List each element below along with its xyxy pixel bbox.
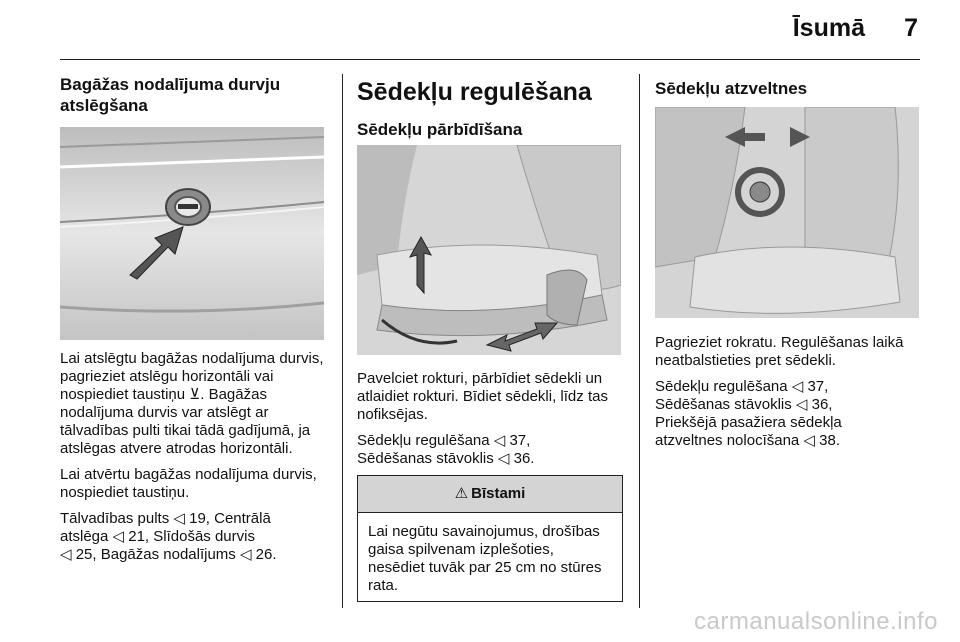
seat-slide-references — [357, 432, 625, 468]
trunk-ref-line-2[interactable]: atslēga ◁ 21, Slīdošās durvis — [60, 528, 255, 545]
column-divider-2 — [639, 74, 640, 608]
seat-slide-subheading: Sēdekļu pārbīdīšana — [357, 120, 523, 139]
warning-header — [358, 476, 622, 513]
trunk-lock-illustration — [60, 127, 324, 340]
seatback-ref-line-4[interactable]: atzveltnes nolocīšana ◁ 38. — [655, 432, 840, 449]
seatback-references — [655, 378, 923, 450]
seatback-ref-line-3[interactable]: Priekšējā pasažiera sēdekļa — [655, 414, 842, 431]
warning-triangle-icon: ⚠ — [454, 485, 469, 502]
seatback-ref-line-2[interactable]: Sēdēšanas stāvoklis ◁ 36, — [655, 396, 833, 413]
column-seatback — [655, 74, 923, 99]
column-divider-1 — [342, 74, 343, 608]
column-seat-adjust — [357, 77, 625, 140]
seatback-ref-line-1[interactable]: Sēdekļu regulēšana ◁ 37, — [655, 378, 829, 395]
seat-adjust-title: Sēdekļu regulēšana — [357, 78, 592, 106]
page-number: 7 — [904, 14, 918, 42]
header-title: Īsumā — [792, 14, 865, 42]
warning-title: Bīstami — [471, 485, 526, 502]
seatback-paragraph: Pagrieziet rokratu. Regulēšanas laikā neatbalstieties pret sēdekli. — [655, 334, 904, 369]
trunk-paragraph-1: Lai atslēgtu bagāžas nodalījuma durvis, pagrieziet atslēgu horizontāli vai nospiediet taustiņu ⊻. Bagāžas nodalījuma durvis var atslēgt ar tālvadības pulti tikai tādā gadījumā, ja atslēgas atvere atrodas horizontāli. — [60, 350, 324, 457]
seatback-text — [655, 334, 923, 450]
trunk-text — [60, 350, 328, 564]
seat-slide-ref-line-1[interactable]: Sēdekļu regulēšana ◁ 37, — [357, 432, 531, 449]
column-trunk — [60, 74, 328, 116]
seat-slide-text — [357, 370, 625, 468]
header-rule — [60, 59, 920, 60]
trunk-heading: Bagāžas nodalījuma durvju atslēgšana — [60, 75, 281, 115]
trunk-paragraph-2: Lai atvērtu bagāžas nodalījuma durvis, nospiediet taustiņu. — [60, 466, 317, 501]
seat-slide-paragraph: Pavelciet rokturi, pārbīdiet sēdekli un atlaidiet rokturi. Bīdiet sēdekli, līdz tas nofiksējas. — [357, 370, 608, 423]
seat-slide-illustration — [357, 145, 621, 355]
seatback-illustration — [655, 107, 919, 318]
page-header — [0, 0, 960, 60]
warning-text: Lai negūtu savainojumus, drošības gaisa spilvenam izplešoties, nesēdiet tuvāk par 25 cm no stūres rata. — [368, 523, 602, 594]
seatback-heading: Sēdekļu atzveltnes — [655, 79, 808, 98]
trunk-references — [60, 510, 328, 564]
trunk-ref-line-1[interactable]: Tālvadības pults ◁ 19, Centrālā — [60, 510, 271, 527]
warning-box — [357, 475, 623, 602]
trunk-ref-line-3[interactable]: ◁ 25, Bagāžas nodalījums ◁ 26. — [60, 546, 277, 563]
seat-slide-ref-line-2[interactable]: Sēdēšanas stāvoklis ◁ 36. — [357, 450, 535, 467]
watermark: carmanualsonline.info — [694, 608, 938, 635]
